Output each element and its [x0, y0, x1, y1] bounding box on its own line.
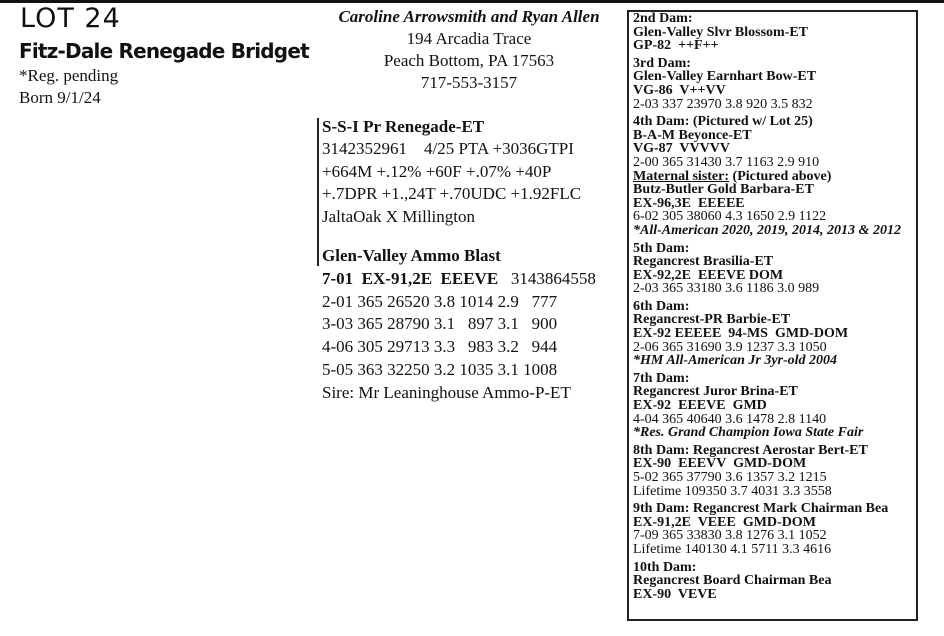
dam-lifetime: Lifetime 140130 4.1 5711 3.3 4616: [633, 541, 832, 557]
dam-heading: 9th Dam: Regancrest Mark Chairman Bea: [633, 501, 889, 517]
dam-classification: EX-92 EEEVE GMD: [633, 398, 767, 414]
dam-record: 2-00 365 31430 3.7 1163 2.9 910: [633, 154, 820, 170]
dam-classification: GP-82 ++F++: [633, 38, 719, 54]
dam-name: Regancrest Brasilia-ET: [633, 254, 774, 270]
dam-2-entry: [633, 12, 915, 53]
lot-number: LOT 24: [20, 3, 121, 34]
maternal-sister-label: Maternal sister:: [633, 168, 730, 184]
maternal-sister-note: (Pictured above): [729, 168, 832, 184]
sire-info-line: +.7DPR +1.,24T +.70UDC +1.92FLC: [322, 184, 582, 204]
dam-name: Regancrest-PR Barbie-ET: [633, 312, 791, 328]
dam-classification: 7-01 EX-91,2E EEEVE: [322, 268, 499, 288]
dam-heading: 5th Dam:: [633, 240, 690, 256]
dam-record: 5-05 363 32250 3.2 1035 3.1 1008: [322, 359, 558, 379]
sire-info-line: +664M +.12% +60F +.07% +40P: [322, 161, 552, 181]
dam-heading: 4th Dam: (Pictured w/ Lot 25): [633, 114, 813, 130]
dam-reg-number: 3143864558: [510, 268, 596, 288]
owner-city: Peach Bottom, PA 17563: [383, 51, 555, 70]
dam-sire: Sire: Mr Leaninghouse Ammo-P-ET: [322, 382, 571, 402]
dam-name: Regancrest Juror Brina-ET: [633, 384, 798, 400]
dam-4-entry: [633, 115, 915, 237]
dam-name: Glen-Valley Earnhart Bow-ET: [633, 69, 817, 85]
dam-3-entry: [633, 57, 915, 111]
owner-phone: 717-553-3157: [420, 73, 518, 92]
dam-classification: EX-91,2E VEEE GMD-DOM: [633, 514, 816, 530]
dam-heading: 8th Dam: Regancrest Aerostar Bert-ET: [633, 442, 868, 458]
dam-heading: 2nd Dam:: [633, 11, 693, 26]
dam-name: Regancrest Board Chairman Bea: [633, 573, 832, 589]
dam-6-entry: [633, 300, 915, 368]
dam-classification: VG-87 VVVVV: [633, 141, 730, 157]
dam-7-entry: [633, 372, 915, 440]
registration-status: *Reg. pending: [19, 66, 119, 85]
sire-name: S-S-I Pr Renegade-ET: [322, 117, 485, 136]
top-border: [0, 0, 944, 3]
sire-info-line: 3142352961 4/25 PTA +3036GTPI: [322, 139, 574, 159]
dam-name: Glen-Valley Slvr Blossom-ET: [633, 24, 809, 40]
dam-record: 4-06 305 29713 3.3 983 3.2 944: [322, 337, 558, 357]
dam-classification-line: [322, 268, 596, 291]
dam-8-entry: [633, 444, 915, 498]
owner-address: 194 Arcadia Trace: [406, 29, 532, 48]
owner-block: [322, 6, 616, 94]
dam-classification: VG-86 V++VV: [633, 82, 726, 98]
dam-record: 4-04 365 40640 3.6 1478 2.8 1140: [633, 411, 827, 427]
dam-heading: 10th Dam:: [633, 559, 697, 575]
maternal-sister-name: Butz-Butler Gold Barbara-ET: [633, 182, 814, 198]
dam-record: 5-02 365 37790 3.6 1357 3.2 1215: [633, 470, 827, 485]
maternal-sister-award: *All-American 2020, 2019, 2014, 2013 & 2012: [633, 222, 901, 238]
dam-heading: 6th Dam:: [633, 298, 690, 314]
dam-award: *Res. Grand Champion Iowa State Fair: [633, 425, 864, 441]
dam-record: 2-03 337 23970 3.8 920 3.5 832: [633, 96, 813, 112]
dam-classification: EX-92 EEEEE 94-MS GMD-DOM: [633, 326, 849, 342]
sire-block: [322, 116, 581, 228]
dam-heading: 3rd Dam:: [633, 55, 691, 71]
dam-record: 7-09 365 33830 3.8 1276 3.1 1052: [633, 528, 827, 544]
dam-5-entry: [633, 242, 915, 296]
animal-name: Fitz-Dale Renegade Bridget: [19, 39, 309, 63]
maternal-pedigree: [633, 12, 915, 605]
dam-record: 2-01 365 26520 3.8 1014 2.9 777: [322, 291, 558, 311]
dam-name: Glen-Valley Ammo Blast: [322, 246, 501, 265]
owner-name: Caroline Arrowsmith and Ryan Allen: [338, 7, 600, 26]
dam-lifetime: Lifetime 109350 3.7 4031 3.3 3558: [633, 483, 832, 499]
dam-record: 2-03 365 33180 3.6 1186 3.0 989: [633, 281, 820, 297]
sire-info-line: JaltaOak X Millington: [322, 206, 475, 226]
dam-award: *HM All-American Jr 3yr-old 2004: [633, 353, 838, 369]
pedigree-bracket-line: [317, 118, 319, 266]
dam-record: 2-06 365 31690 3.9 1237 3.3 1050: [633, 339, 827, 355]
dam-block: [322, 245, 596, 405]
dam-classification: EX-90 EEEVV GMD-DOM: [633, 456, 807, 472]
maternal-sister-heading: [633, 170, 915, 184]
maternal-sister-record: 6-02 305 38060 4.3 1650 2.9 1122: [633, 209, 827, 225]
birth-date: Born 9/1/24: [19, 88, 101, 107]
maternal-sister-classification: EX-96,3E EEEEE: [633, 195, 745, 211]
dam-record: 3-03 365 28790 3.1 897 3.1 900: [322, 314, 558, 334]
dam-classification: EX-92,2E EEEVE DOM: [633, 267, 784, 283]
dam-9-entry: [633, 502, 915, 556]
dam-10-entry: [633, 561, 915, 602]
dam-name: B-A-M Beyonce-ET: [633, 127, 752, 143]
dam-classification: EX-90 VEVE: [633, 586, 717, 602]
dam-heading: 7th Dam:: [633, 370, 690, 386]
